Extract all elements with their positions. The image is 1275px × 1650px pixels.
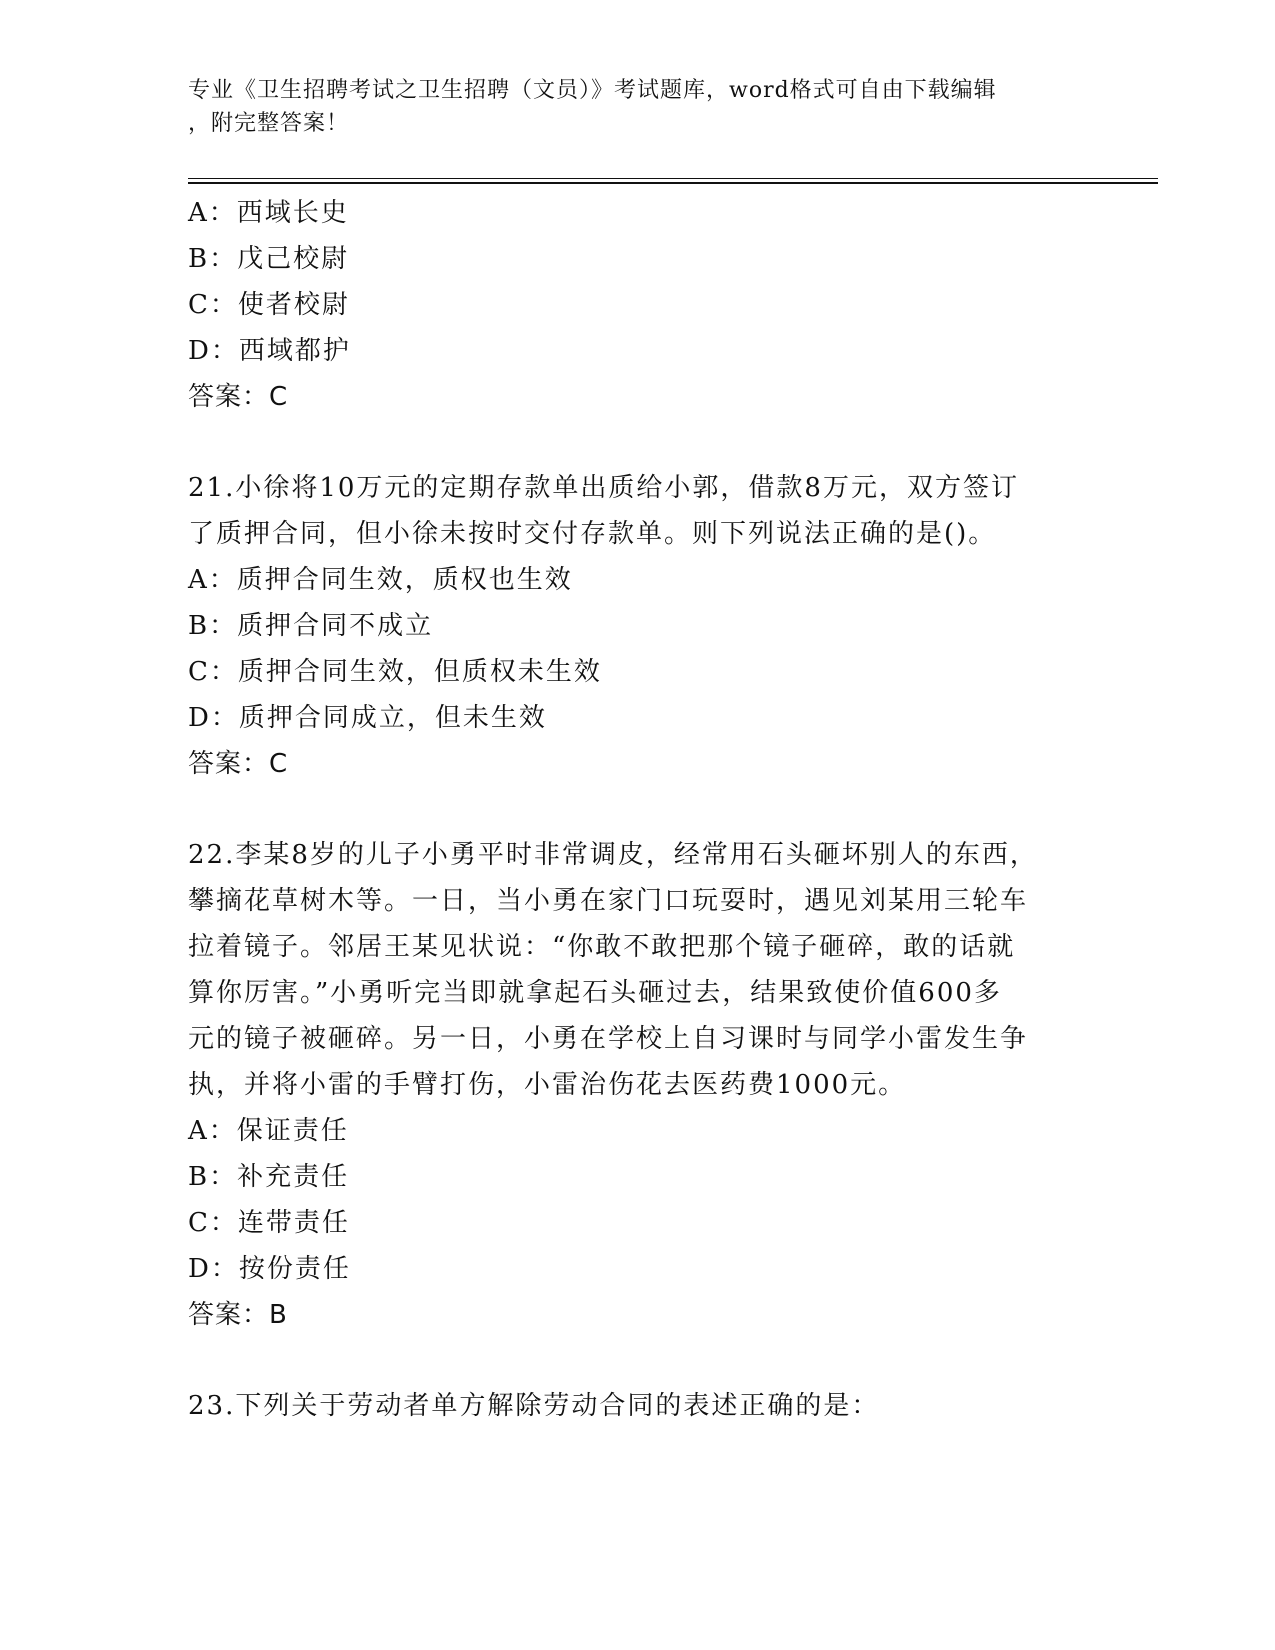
answer-line: 答案：C [188, 749, 289, 779]
option-a: A：西域长史 [188, 198, 349, 228]
option-b: B：补充责任 [188, 1162, 350, 1192]
question-stem-line: 算你厉害。”小勇听完当即就拿起石头砸过去，结果致使价值600多 [188, 978, 1002, 1008]
header-title-line-1: 专业《卫生招聘考试之卫生招聘（文员）》考试题库，word格式可自由下载编辑 [188, 78, 997, 103]
answer-line: 答案：B [188, 1300, 288, 1330]
answer-line: 答案：C [188, 382, 289, 412]
question-23 [188, 1383, 1068, 1429]
spacer [188, 787, 1068, 832]
spacer [188, 1338, 1068, 1383]
option-d: D：质押合同成立，但未生效 [188, 703, 547, 733]
option-b: B：戊己校尉 [188, 244, 350, 274]
option-b: B：质押合同不成立 [188, 611, 434, 641]
question-stem-line: 了质押合同，但小徐未按时交付存款单。则下列说法正确的是()。 [188, 519, 997, 549]
spacer [188, 420, 1068, 465]
question-stem-line: 攀摘花草树木等。一日，当小勇在家门口玩耍时，遇见刘某用三轮车 [188, 886, 1029, 916]
question-stem-line: 拉着镜子。邻居王某见状说：“你敢不敢把那个镜子砸碎，敢的话就 [188, 932, 1016, 962]
question-content [188, 190, 1068, 1429]
question-stem-line: 执，并将小雷的手臂打伤，小雷治伤花去医药费1000元。 [188, 1070, 907, 1100]
question-stem-line: 23.下列关于劳动者单方解除劳动合同的表述正确的是： [188, 1391, 880, 1421]
option-c: C：连带责任 [188, 1208, 350, 1238]
option-c: C：使者校尉 [188, 290, 350, 320]
option-a: A：保证责任 [188, 1116, 349, 1146]
question-stem-line: 21.小徐将10万元的定期存款单出质给小郭，借款8万元，双方签订 [188, 473, 1019, 503]
option-d: D：西域都护 [188, 336, 351, 366]
question-stem-line: 22.李某8岁的儿子小勇平时非常调皮，经常用石头砸坏别人的东西， [188, 840, 1038, 870]
question-22 [188, 832, 1068, 1338]
question-21 [188, 465, 1068, 787]
header-title-line-2: ，附完整答案！ [188, 111, 350, 136]
option-d: D：按份责任 [188, 1254, 351, 1284]
document-header [188, 74, 1088, 140]
question-stem-line: 元的镜子被砸碎。另一日，小勇在学校上自习课时与同学小雷发生争 [188, 1024, 1029, 1054]
question-20 [188, 190, 1068, 420]
option-c: C：质押合同生效，但质权未生效 [188, 657, 602, 687]
header-divider-thin [188, 178, 1158, 179]
header-divider-thick [188, 182, 1158, 184]
option-a: A：质押合同生效，质权也生效 [188, 565, 573, 595]
